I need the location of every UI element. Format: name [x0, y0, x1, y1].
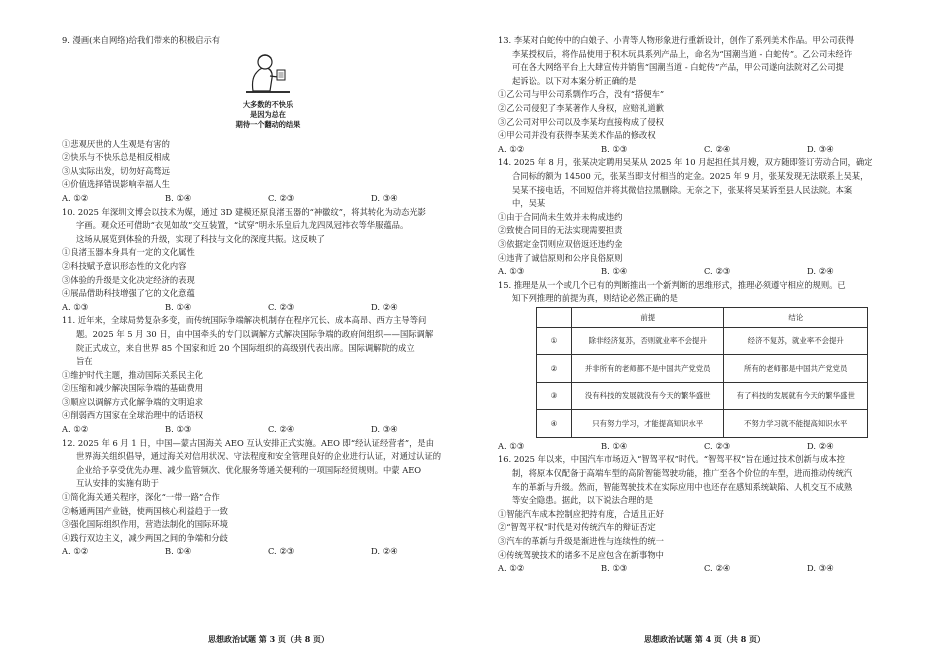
option-d: D. ②④ — [807, 440, 834, 451]
question-stem-line: 吴某不接电话，不回短信并将其微信拉黑删除。无奈之下，张某将吴某诉至县人民法院。本案 — [512, 184, 853, 195]
option-a: A. ①③ — [498, 266, 525, 277]
option-c: C. ②④ — [268, 424, 295, 435]
answer-options — [62, 423, 474, 437]
choice-item: ③乙公司对甲公司以及李某均直接构成了侵权 — [498, 116, 664, 127]
choice-item: ②快乐与不快乐总是相反相成 — [62, 152, 170, 163]
question-stem-line: 合同标的额为 14500 元，张某当即支付相当的定金。2025 年 9 月，张某发现无法联系上吴某， — [512, 170, 869, 181]
table-row — [537, 327, 868, 355]
question-15 — [498, 279, 910, 454]
answer-options — [498, 562, 910, 576]
question-stem-line: 字画。观众还可借助“衣见如故”交互装置，“试穿”明永乐皇后九龙四凤冠袆衣等华服蕴品。 — [76, 220, 409, 231]
question-stem-line: 互认安排的实施有助于 — [76, 478, 159, 489]
question-stem-line: 12. 2025 年 6 月 1 日，中国—蒙古国海关 AEO 互认安排正式实施。AEO 即“经认证经营者”，是由 — [62, 437, 434, 448]
question-stem-line: 院正式成立，来自世界 85 个国家和近 20 个国际组织的高级别代表出席。国际调解院的成立 — [76, 342, 415, 353]
option-b: B. ①③ — [165, 424, 192, 435]
choice-item: ④价值选择错误影响幸福人生 — [62, 179, 170, 190]
choice-item: ③强化国际组织作用，营造法制化的国际环境 — [62, 519, 228, 530]
row-number: ① — [537, 327, 572, 355]
cartoon-figure-icon — [243, 50, 293, 96]
premise-cell: 除非经济复苏，否则就业率不会提升 — [572, 327, 724, 355]
option-a: A. ①③ — [498, 440, 525, 451]
choice-item: ④传统驾驶技术的诸多不足应包含在新事物中 — [498, 549, 664, 560]
choice-item: ①良渚玉器本身具有一定的文化属性 — [62, 247, 195, 258]
conclusion-cell: 经济不复苏，就业率不会提升 — [724, 327, 868, 355]
option-c: C. ②③ — [268, 546, 295, 557]
question-11 — [62, 314, 474, 436]
page-footer-right: 思想政治试题 第 4 页（共 8 页） — [644, 634, 766, 644]
choice-item: ②致使合同目的无法实现需要担责 — [498, 225, 623, 236]
choice-item: ③依据定金罚则应双倍返还违约金 — [498, 238, 623, 249]
option-d: D. ②④ — [371, 546, 398, 557]
option-a: A. ①② — [498, 143, 525, 154]
choice-item: ③汽车的革新与升级是渐进性与连续性的统一 — [498, 536, 664, 547]
question-stem-line: 世界海关组织倡导，通过海关对信用状况、守法程度和安全管理良好的企业进行认证，对通过认证的 — [76, 451, 442, 462]
table-row — [537, 410, 868, 438]
choice-item: ②压缩和减少解决国际争端的基础费用 — [62, 383, 204, 394]
premise-cell: 没有科技的发展就没有今天的繁华盛世 — [572, 382, 724, 410]
question-stem-line: 车的革新与升级。然而，智能驾驶技术在实际应用中也还存在感知系统缺陷、人机交互不成熟 — [512, 481, 853, 492]
question-stem-line: 题。2025 年 5 月 30 日，由中国牵头的专门以调解方式解决国际争端的政府间组织——国际调解 — [76, 328, 434, 339]
question-10 — [62, 206, 474, 315]
option-a: A. ①② — [62, 424, 89, 435]
question-9 — [62, 34, 474, 206]
option-d: D. ②④ — [371, 301, 398, 312]
question-stem-line: 15. 推理是从一个或几个已有的判断推出一个新判断的思维形式，推理必须遵守相应的规则。已 — [498, 279, 846, 290]
conclusion-cell: 不努力学习就不能提高知识水平 — [724, 410, 868, 438]
question-stem-line: 11. 近年来，全球局势复杂多变，而传统国际争端解决机制存在程序冗长、成本高昂、西方主导等问 — [62, 315, 427, 326]
answer-options — [498, 440, 910, 454]
choice-item: ③体验的升级是文化决定经济的表现 — [62, 274, 195, 285]
option-c: C. ②④ — [704, 563, 731, 574]
option-d: D. ②④ — [807, 266, 834, 277]
answer-options — [62, 301, 474, 315]
question-stem-line: 企业给予享受优先办理、减少监管频次、优化服务等通关便利的一项国际经贸规则。中蒙 AEO — [76, 464, 422, 475]
question-stem-line: 10. 2025 年深圳文博会以技术为媒，通过 3D 建模还原良渚玉器的“神徽纹”，将其转化为动态光影 — [62, 206, 426, 217]
option-b: B. ①③ — [601, 143, 628, 154]
question-stem-line: 制，将原本仅配备于高端车型的高阶智能驾驶功能，推广至各个价位的车型，进而推动传统汽 — [512, 468, 853, 479]
option-b: B. ①③ — [601, 563, 628, 574]
choice-item: ①智能汽车成本控制应把持有度，合适且正好 — [498, 508, 664, 519]
option-c: C. ②④ — [704, 143, 731, 154]
question-stem-line: 13. 李某对白蛇传中的白娘子、小青等人物形象进行重新设计，创作了系列美术作品。甲公司获得 — [498, 35, 855, 45]
question-stem-line: 这场从展览到体验的升级，实现了科技与文化的深度共振。这反映了 — [76, 233, 325, 244]
cartoon-caption-line: 是因为总在 — [250, 109, 286, 119]
question-14 — [498, 156, 910, 278]
option-a: A. ①② — [498, 563, 525, 574]
choice-item: ③从实际出发，切勿好高骛远 — [62, 165, 170, 176]
conclusion-cell: 所有的老师都是中国共产党党员 — [724, 355, 868, 383]
table-header-cell: 前提 — [572, 307, 724, 327]
table-header-cell: 结论 — [724, 307, 868, 327]
reasoning-table — [536, 307, 868, 438]
left-page — [62, 34, 474, 559]
question-stem-line: 等安全隐患。据此，以下说法合理的是 — [512, 495, 654, 506]
question-stem-line: 中，吴某 — [512, 198, 546, 209]
table-header-cell — [537, 307, 572, 327]
option-d: D. ③④ — [807, 143, 834, 154]
page-footer-left: 思想政治试题 第 3 页（共 8 页） — [208, 634, 330, 644]
choice-item: ②“智驾平权”时代是对传统汽车的辩证否定 — [498, 522, 656, 533]
choice-item: ④违背了诚信原则和公序良俗原则 — [498, 252, 623, 263]
option-c: C. ②③ — [704, 266, 731, 277]
answer-options — [62, 545, 474, 559]
answer-options — [498, 143, 910, 157]
question-stem-line: 知下列推理的前提为真，则结论必然正确的是 — [512, 293, 678, 304]
table-row — [537, 382, 868, 410]
choice-item: ①由于合同尚未生效并未构成违约 — [498, 211, 623, 222]
question-stem: 9. 漫画(来自网络)给我们带来的积极启示有 — [62, 35, 221, 45]
option-b: B. ①④ — [601, 266, 628, 277]
question-stem-line: 可在各大网络平台上大肆宣传并销售“国潮当道 - 白蛇传”产品，甲公司遂向法院对乙公司提 — [512, 62, 844, 73]
option-a: A. ①② — [62, 192, 89, 203]
option-d: D. ③④ — [371, 192, 398, 203]
question-13 — [498, 34, 910, 156]
choice-item: ①简化海关通关程序，深化“一带一路”合作 — [62, 492, 220, 503]
option-b: B. ①④ — [165, 301, 192, 312]
cartoon-caption-line: 大多数的不快乐 — [242, 99, 294, 109]
premise-cell: 只有努力学习，才能提高知识水平 — [572, 410, 724, 438]
choice-item: ④践行双边主义，减少两国之间的争端和分歧 — [62, 532, 228, 543]
choice-item: ②乙公司侵犯了李某著作人身权，应赔礼道歉 — [498, 102, 664, 113]
right-page — [498, 34, 910, 576]
option-d: D. ③④ — [371, 424, 398, 435]
answer-options — [498, 265, 910, 279]
option-a: A. ①② — [62, 546, 89, 557]
row-number: ③ — [537, 382, 572, 410]
option-b: B. ①④ — [165, 192, 192, 203]
choice-item: ①乙公司与甲公司系剽作巧合，没有“搭便车” — [498, 89, 665, 100]
question-stem-line: 14. 2025 年 8 月，张某决定聘用吴某从 2025 年 10 月起担任其月嫂，双方随即签订劳动合同，确定 — [498, 157, 873, 168]
cartoon-caption-line: 期待一个翻动的结果 — [235, 119, 301, 129]
table-row — [537, 355, 868, 383]
question-stem-line: 起诉讼。以下对本案分析正确的是 — [512, 75, 637, 86]
choice-item: ④削弱西方国家在全球治理中的话语权 — [62, 410, 204, 421]
choice-item: ④甲公司并没有获得李某美术作品的修改权 — [498, 130, 656, 141]
option-c: C. ②③ — [268, 192, 295, 203]
choice-item: ①维护时代主题，推动国际关系民主化 — [62, 369, 204, 380]
row-number: ④ — [537, 410, 572, 438]
choice-item: ②科技赋予意识形态性的文化内容 — [62, 260, 187, 271]
cartoon-illustration — [209, 50, 327, 138]
option-d: D. ③④ — [807, 563, 834, 574]
option-b: B. ①④ — [601, 440, 628, 451]
choice-item: ④展品借助科技增强了它的文化意蕴 — [62, 288, 195, 299]
choice-item: ③顺应以调解方式化解争端的文明追求 — [62, 396, 204, 407]
choice-item: ②畅通两国产业链，使两国核心利益趋于一致 — [62, 505, 228, 516]
row-number: ② — [537, 355, 572, 383]
question-12 — [62, 437, 474, 559]
question-stem-line: 旨在 — [76, 356, 93, 367]
table-header-row — [537, 307, 868, 327]
question-stem-line: 16. 2025 年以来，中国汽车市场迈入“智驾平权”时代。“智驾平权”旨在通过技术创新与成本控 — [498, 454, 845, 465]
premise-cell: 并非所有的老师都不是中国共产党党员 — [572, 355, 724, 383]
answer-options — [62, 192, 474, 206]
option-c: C. ②③ — [704, 440, 731, 451]
choice-item: ①悲观厌世的人生观是有害的 — [62, 138, 170, 149]
option-c: C. ②③ — [268, 301, 295, 312]
question-16 — [498, 453, 910, 575]
option-b: B. ①④ — [165, 546, 192, 557]
option-a: A. ①③ — [62, 301, 89, 312]
question-stem-line: 李某授权后，将作品使用于积木玩具系列产品上，命名为“国潮当道 - 白蛇传”。乙公司未经许 — [512, 48, 853, 59]
conclusion-cell: 有了科技的发展就有今天的繁华盛世 — [724, 382, 868, 410]
